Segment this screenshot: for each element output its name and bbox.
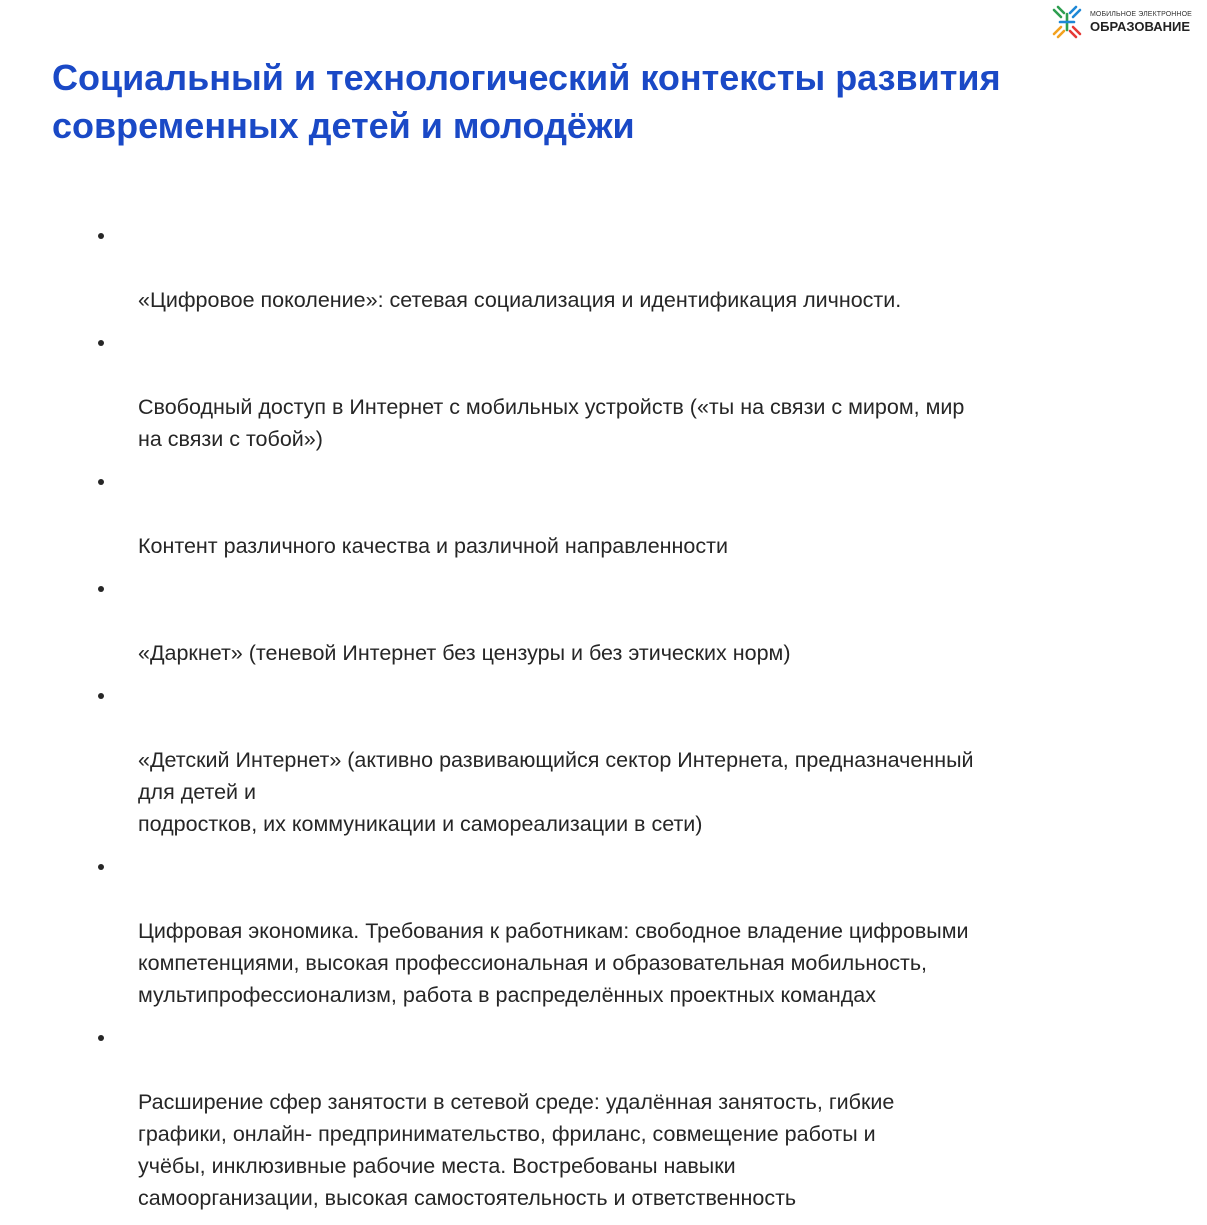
slide-title: Социальный и технологический контексты развития современных детей и молодёжи — [52, 57, 1001, 146]
list-item — [98, 573, 1078, 669]
bullet-list — [98, 220, 1078, 1225]
bullet-icon — [98, 340, 104, 346]
bullet-icon — [98, 233, 104, 239]
bullet-icon — [98, 864, 104, 870]
logo-subtitle: МОБИЛЬНОЕ ЭЛЕКТРОННОЕ — [1090, 11, 1192, 18]
list-item — [98, 851, 1078, 1011]
list-item — [98, 680, 1078, 840]
list-item-text: «Цифровое поколение»: сетевая социализация и идентификация личности. — [138, 288, 902, 312]
list-item-text: Контент различного качества и различной направленности — [138, 534, 728, 558]
list-item-text: Свободный доступ в Интернет с мобильных устройств («ты на связи с миром, мир на связи с тобой») — [138, 395, 965, 451]
bullet-icon — [98, 693, 104, 699]
list-item — [98, 466, 1078, 562]
list-item — [98, 327, 1078, 455]
bullet-icon — [98, 586, 104, 592]
bullet-icon — [98, 479, 104, 485]
list-item-text: Расширение сфер занятости в сетевой среде: удалённая занятость, гибкие графики, онлайн- предпринимательство, фриланс, совмещение работы и учёбы, инклюзивные рабочие места. Востребованы навыки самоорганизации, высокая самостоятельность и ответственность — [138, 1090, 895, 1210]
brand-logo — [1050, 4, 1192, 40]
list-item — [98, 1022, 1078, 1214]
logo-title: ОБРАЗОВАНИЕ — [1090, 19, 1190, 34]
list-item-text: «Детский Интернет» (активно развивающийся сектор Интернета, предназначенный для детей и подростков, их коммуникации и самореализации в сети) — [138, 748, 974, 836]
bullet-icon — [98, 1035, 104, 1041]
list-item-text: «Даркнет» (теневой Интернет без цензуры и без этических норм) — [138, 641, 791, 665]
list-item — [98, 220, 1078, 316]
list-item-text: Цифровая экономика. Требования к работникам: свободное владение цифровыми компетенциями, высокая профессиональная и образовательная мобильность, мультипрофессионализм, работа в распределённых проектных командах — [138, 919, 969, 1007]
logo-mark-icon — [1050, 4, 1084, 40]
